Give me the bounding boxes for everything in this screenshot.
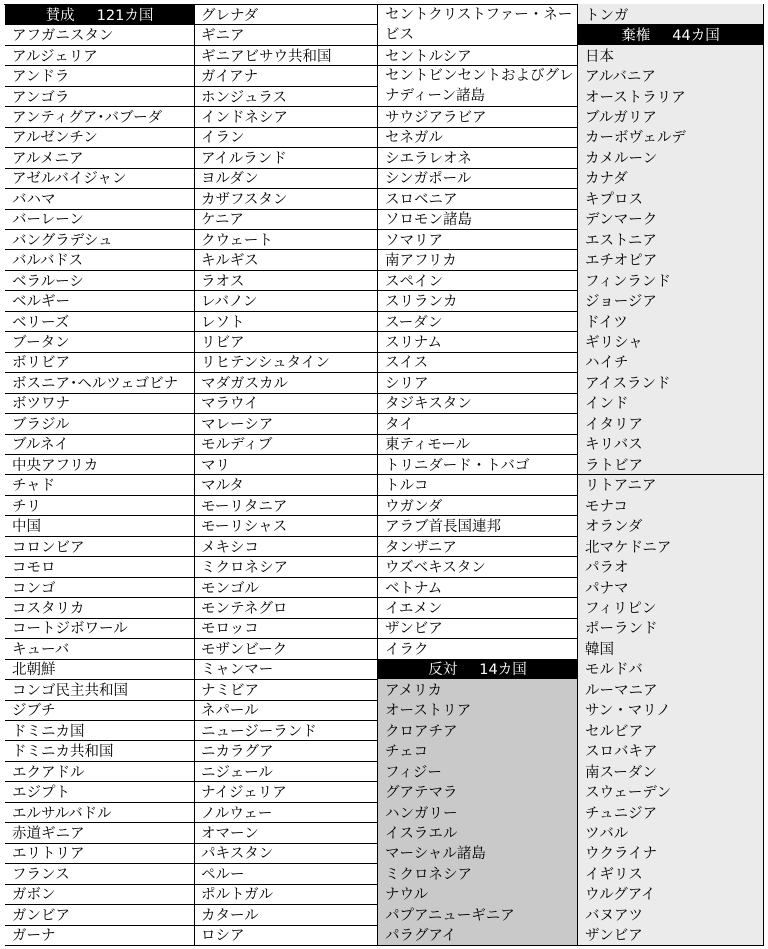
abstain-country: ハイチ bbox=[578, 352, 764, 373]
in-favor-country: リヒテンシュタイン bbox=[194, 352, 378, 373]
in-favor-country: ブラジル bbox=[5, 413, 195, 434]
against-header bbox=[378, 659, 578, 680]
in-favor-country: ボスニア･ヘルツェゴビナ bbox=[5, 372, 195, 393]
in-favor-country: チリ bbox=[5, 495, 195, 516]
in-favor-country: コロンビア bbox=[5, 536, 195, 557]
in-favor-country: ニジェール bbox=[194, 761, 378, 782]
in-favor-country: モンテネグロ bbox=[194, 597, 378, 618]
in-favor-country: イラン bbox=[194, 127, 378, 148]
in-favor-country: スリランカ bbox=[378, 290, 578, 311]
abstain-country: ドイツ bbox=[578, 311, 764, 332]
abstain-country: ザンビア bbox=[578, 925, 764, 946]
in-favor-country: レバノン bbox=[194, 290, 378, 311]
in-favor-country: コンゴ民主共和国 bbox=[5, 679, 195, 700]
in-favor-country: アルジェリア bbox=[5, 45, 195, 66]
against-country: パプアニューギニア bbox=[378, 904, 578, 925]
abstain-country: インド bbox=[578, 393, 764, 414]
in-favor-country: モーリタニア bbox=[194, 495, 378, 516]
in-favor-country: ドミニカ共和国 bbox=[5, 740, 195, 761]
in-favor-country: ブルネイ bbox=[5, 434, 195, 455]
in-favor-country: マラウイ bbox=[194, 393, 378, 414]
in-favor-country: アフガニスタン bbox=[5, 24, 195, 45]
in-favor-country: ベルギー bbox=[5, 290, 195, 311]
in-favor-country: ベラルーシ bbox=[5, 270, 195, 291]
in-favor-country: エリトリア bbox=[5, 843, 195, 864]
in-favor-country: 北朝鮮 bbox=[5, 659, 195, 680]
in-favor-country: ガンビア bbox=[5, 904, 195, 925]
in-favor-country: ニュージーランド bbox=[194, 720, 378, 741]
abstain-country: フィリピン bbox=[578, 597, 764, 618]
abstain-country: スロバキア bbox=[578, 740, 764, 761]
in-favor-country: モルディブ bbox=[194, 434, 378, 455]
in-favor-country: 赤道ギニア bbox=[5, 822, 195, 843]
in-favor-country: セントビンセントおよびグレナディーン諸島 bbox=[378, 65, 578, 107]
in-favor-header bbox=[5, 4, 195, 25]
abstain-country: ギリシャ bbox=[578, 331, 764, 352]
abstain-country: ウクライナ bbox=[578, 843, 764, 864]
in-favor-country: アンドラ bbox=[5, 65, 195, 86]
in-favor-country: アンティグア･バブーダ bbox=[5, 106, 195, 127]
in-favor-country: ザンビア bbox=[378, 618, 578, 639]
abstain-country: ポーランド bbox=[578, 618, 764, 639]
abstain-country: ラトビア bbox=[578, 454, 764, 475]
abstain-country: ジョージア bbox=[578, 290, 764, 311]
in-favor-country: ソマリア bbox=[378, 229, 578, 250]
against-country: クロアチア bbox=[378, 720, 578, 741]
in-favor-country: ギニア bbox=[194, 24, 378, 45]
in-favor-country: レソト bbox=[194, 311, 378, 332]
abstain-country: パナマ bbox=[578, 577, 764, 598]
against-header-label: 反対 bbox=[428, 662, 458, 679]
in-favor-country: ブータン bbox=[5, 331, 195, 352]
abstain-country: アルバニア bbox=[578, 65, 764, 86]
in-favor-country: タジキスタン bbox=[378, 393, 578, 414]
in-favor-country: バングラデシュ bbox=[5, 229, 195, 250]
in-favor-country: ラオス bbox=[194, 270, 378, 291]
in-favor-country: モーリシャス bbox=[194, 515, 378, 536]
in-favor-country: チャド bbox=[5, 475, 195, 496]
in-favor-header-label: 賛成 bbox=[45, 7, 75, 24]
abstain-country: サン・マリノ bbox=[578, 700, 764, 721]
in-favor-country: ロシア bbox=[194, 925, 378, 946]
in-favor-country: ケニア bbox=[194, 209, 378, 230]
in-favor-country: トンガ bbox=[578, 4, 764, 25]
in-favor-country: ウガンダ bbox=[378, 495, 578, 516]
in-favor-country: インドネシア bbox=[194, 106, 378, 127]
against-country: フィジー bbox=[378, 761, 578, 782]
in-favor-country: バーレーン bbox=[5, 209, 195, 230]
abstain-country: カメルーン bbox=[578, 147, 764, 168]
in-favor-country: アルメニア bbox=[5, 147, 195, 168]
abstain-country: エチオピア bbox=[578, 249, 764, 270]
in-favor-country: ソロモン諸島 bbox=[378, 209, 578, 230]
in-favor-country: スペイン bbox=[378, 270, 578, 291]
abstain-country: セルビア bbox=[578, 720, 764, 741]
abstain-country: チュニジア bbox=[578, 802, 764, 823]
in-favor-country: モザンビーク bbox=[194, 638, 378, 659]
against-country: ミクロネシア bbox=[378, 863, 578, 884]
in-favor-country: ネパール bbox=[194, 700, 378, 721]
in-favor-header-count: 121カ国 bbox=[96, 7, 154, 24]
in-favor-country: ミャンマー bbox=[194, 659, 378, 680]
in-favor-country: メキシコ bbox=[194, 536, 378, 557]
in-favor-country: セントルシア bbox=[378, 45, 578, 66]
in-favor-country: ボリビア bbox=[5, 352, 195, 373]
in-favor-country: バハマ bbox=[5, 188, 195, 209]
in-favor-country: マリ bbox=[194, 454, 378, 475]
against-country: ナウル bbox=[378, 884, 578, 905]
in-favor-country: マダガスカル bbox=[194, 372, 378, 393]
in-favor-country: ベリーズ bbox=[5, 311, 195, 332]
in-favor-country: ウズベキスタン bbox=[378, 556, 578, 577]
abstain-header bbox=[578, 24, 764, 45]
in-favor-country: ガーナ bbox=[5, 925, 195, 946]
against-country: アメリカ bbox=[378, 679, 578, 700]
in-favor-country: 中央アフリカ bbox=[5, 454, 195, 475]
abstain-country: フィンランド bbox=[578, 270, 764, 291]
against-country: パラグアイ bbox=[378, 925, 578, 946]
in-favor-country: フランス bbox=[5, 863, 195, 884]
in-favor-country: モロッコ bbox=[194, 618, 378, 639]
in-favor-country: パキスタン bbox=[194, 843, 378, 864]
in-favor-country: アルゼンチン bbox=[5, 127, 195, 148]
in-favor-country: ベトナム bbox=[378, 577, 578, 598]
in-favor-country: リビア bbox=[194, 331, 378, 352]
in-favor-country: キューバ bbox=[5, 638, 195, 659]
in-favor-country: ノルウェー bbox=[194, 802, 378, 823]
in-favor-country: モンゴル bbox=[194, 577, 378, 598]
abstain-country: モルドバ bbox=[578, 659, 764, 680]
in-favor-country: コートジボワール bbox=[5, 618, 195, 639]
in-favor-country: ホンジュラス bbox=[194, 86, 378, 107]
against-country: ハンガリー bbox=[378, 802, 578, 823]
in-favor-country: ガボン bbox=[5, 884, 195, 905]
in-favor-country: ナミビア bbox=[194, 679, 378, 700]
in-favor-country: スロベニア bbox=[378, 188, 578, 209]
in-favor-country: ガイアナ bbox=[194, 65, 378, 86]
against-country: オーストリア bbox=[378, 700, 578, 721]
in-favor-country: エルサルバドル bbox=[5, 802, 195, 823]
abstain-country: キプロス bbox=[578, 188, 764, 209]
in-favor-country: キルギス bbox=[194, 249, 378, 270]
in-favor-country: スイス bbox=[378, 352, 578, 373]
in-favor-country: エジプト bbox=[5, 781, 195, 802]
in-favor-country: カザフスタン bbox=[194, 188, 378, 209]
abstain-country: スウェーデン bbox=[578, 781, 764, 802]
vote-table bbox=[4, 4, 764, 945]
in-favor-country: セントクリストファー・ネービス bbox=[378, 4, 578, 46]
abstain-country: イタリア bbox=[578, 413, 764, 434]
abstain-country: オランダ bbox=[578, 515, 764, 536]
abstain-country: ブルガリア bbox=[578, 106, 764, 127]
in-favor-country: ボツワナ bbox=[5, 393, 195, 414]
in-favor-country: グレナダ bbox=[194, 4, 378, 25]
abstain-country: エストニア bbox=[578, 229, 764, 250]
in-favor-country: ギニアビサウ共和国 bbox=[194, 45, 378, 66]
in-favor-country: イラク bbox=[378, 638, 578, 659]
abstain-country: リトアニア bbox=[578, 475, 764, 496]
in-favor-country: ポルトガル bbox=[194, 884, 378, 905]
in-favor-country: オマーン bbox=[194, 822, 378, 843]
abstain-country: 日本 bbox=[578, 45, 764, 66]
in-favor-country: ジブチ bbox=[5, 700, 195, 721]
in-favor-country: トリニダード・トバゴ bbox=[378, 454, 578, 475]
in-favor-country: サウジアラビア bbox=[378, 106, 578, 127]
in-favor-country: エクアドル bbox=[5, 761, 195, 782]
in-favor-country: 中国 bbox=[5, 515, 195, 536]
abstain-country: カナダ bbox=[578, 168, 764, 189]
abstain-country: ルーマニア bbox=[578, 679, 764, 700]
in-favor-country: コンゴ bbox=[5, 577, 195, 598]
abstain-country: モナコ bbox=[578, 495, 764, 516]
in-favor-country: 南アフリカ bbox=[378, 249, 578, 270]
in-favor-country: シンガポール bbox=[378, 168, 578, 189]
in-favor-country: トルコ bbox=[378, 475, 578, 496]
in-favor-country: タンザニア bbox=[378, 536, 578, 557]
in-favor-country: ミクロネシア bbox=[194, 556, 378, 577]
abstain-country: キリバス bbox=[578, 434, 764, 455]
in-favor-country: ニカラグア bbox=[194, 740, 378, 761]
in-favor-country: コモロ bbox=[5, 556, 195, 577]
in-favor-country: マレーシア bbox=[194, 413, 378, 434]
abstain-country: ツバル bbox=[578, 822, 764, 843]
abstain-country: カーボヴェルデ bbox=[578, 127, 764, 148]
in-favor-country: ナイジェリア bbox=[194, 781, 378, 802]
in-favor-country: マルタ bbox=[194, 475, 378, 496]
in-favor-country: 東ティモール bbox=[378, 434, 578, 455]
in-favor-country: ヨルダン bbox=[194, 168, 378, 189]
in-favor-country: ドミニカ国 bbox=[5, 720, 195, 741]
abstain-country: オーストラリア bbox=[578, 86, 764, 107]
abstain-country: 韓国 bbox=[578, 638, 764, 659]
abstain-country: バヌアツ bbox=[578, 904, 764, 925]
in-favor-country: セネガル bbox=[378, 127, 578, 148]
in-favor-country: タイ bbox=[378, 413, 578, 434]
in-favor-country: ペルー bbox=[194, 863, 378, 884]
in-favor-country: シエラレオネ bbox=[378, 147, 578, 168]
in-favor-country: スーダン bbox=[378, 311, 578, 332]
abstain-country: アイスランド bbox=[578, 372, 764, 393]
against-country: マーシャル諸島 bbox=[378, 843, 578, 864]
against-header-count: 14カ国 bbox=[479, 662, 527, 679]
in-favor-country: シリア bbox=[378, 372, 578, 393]
abstain-country: パラオ bbox=[578, 556, 764, 577]
against-country: イスラエル bbox=[378, 822, 578, 843]
in-favor-country: クウェート bbox=[194, 229, 378, 250]
abstain-country: イギリス bbox=[578, 863, 764, 884]
abstain-country: デンマーク bbox=[578, 209, 764, 230]
abstain-country: 南スーダン bbox=[578, 761, 764, 782]
abstain-header-label: 棄権 bbox=[621, 28, 651, 45]
in-favor-country: スリナム bbox=[378, 331, 578, 352]
in-favor-country: バルバドス bbox=[5, 249, 195, 270]
abstain-country: 北マケドニア bbox=[578, 536, 764, 557]
abstain-country: ウルグアイ bbox=[578, 884, 764, 905]
abstain-header-count: 44カ国 bbox=[672, 28, 720, 45]
in-favor-country: アゼルバイジャン bbox=[5, 168, 195, 189]
in-favor-country: アイルランド bbox=[194, 147, 378, 168]
in-favor-country: アラブ首長国連邦 bbox=[378, 515, 578, 536]
in-favor-country: アンゴラ bbox=[5, 86, 195, 107]
in-favor-country: イエメン bbox=[378, 597, 578, 618]
in-favor-country: コスタリカ bbox=[5, 597, 195, 618]
against-country: グアテマラ bbox=[378, 781, 578, 802]
against-country: チェコ bbox=[378, 740, 578, 761]
in-favor-country: カタール bbox=[194, 904, 378, 925]
